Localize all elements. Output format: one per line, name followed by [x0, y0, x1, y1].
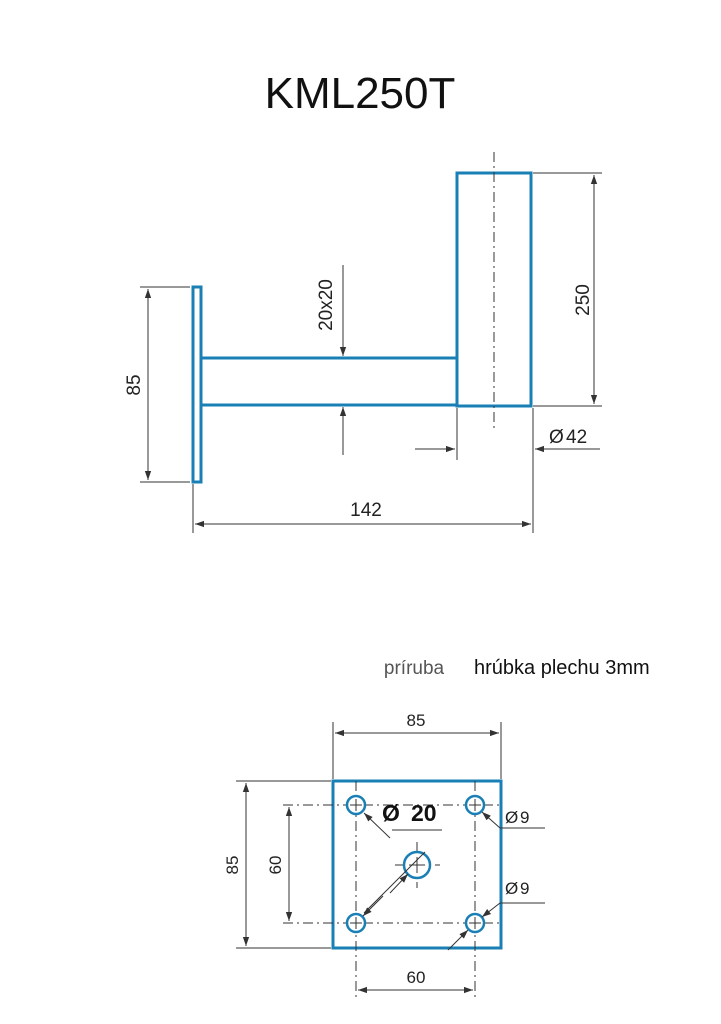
hole-top-label: 9	[520, 808, 530, 827]
dim-42-symbol: Ø	[549, 427, 564, 448]
flange-label: príruba	[383, 658, 445, 679]
hole-top-symbol: Ø	[505, 808, 519, 827]
leader-diagonal-main	[364, 852, 425, 913]
hole-right-label: 9	[520, 879, 530, 898]
side-view	[124, 152, 602, 533]
center-hole-label: 20	[411, 800, 437, 826]
dim-250-label: 250	[573, 284, 594, 316]
dim-42-label: 42	[566, 427, 588, 448]
flange-view	[223, 657, 650, 998]
hole-right-symbol: Ø	[505, 879, 519, 898]
drawing-title: KML250T	[264, 69, 456, 118]
leader-center-diagonal	[390, 874, 408, 893]
dim-85-label: 85	[124, 374, 145, 396]
dim-20x20-label: 20x20	[316, 279, 337, 331]
flange-dim-60-h-label: 60	[406, 968, 426, 987]
flange-dim-85-left-label: 85	[223, 855, 242, 875]
flange-dim-60-v-label: 60	[266, 855, 285, 875]
leader-right-hole-diag	[482, 903, 500, 917]
flange-dim-85-top-label: 85	[406, 711, 426, 730]
flange-thickness-note: hrúbka plechu 3mm	[474, 657, 650, 679]
wall-plate	[193, 287, 201, 482]
leader-top-hole-diag	[482, 812, 500, 828]
leader-bottom-left-diag	[363, 896, 383, 916]
dim-142-label: 142	[350, 500, 382, 521]
center-hole-symbol: Ø	[382, 800, 400, 826]
